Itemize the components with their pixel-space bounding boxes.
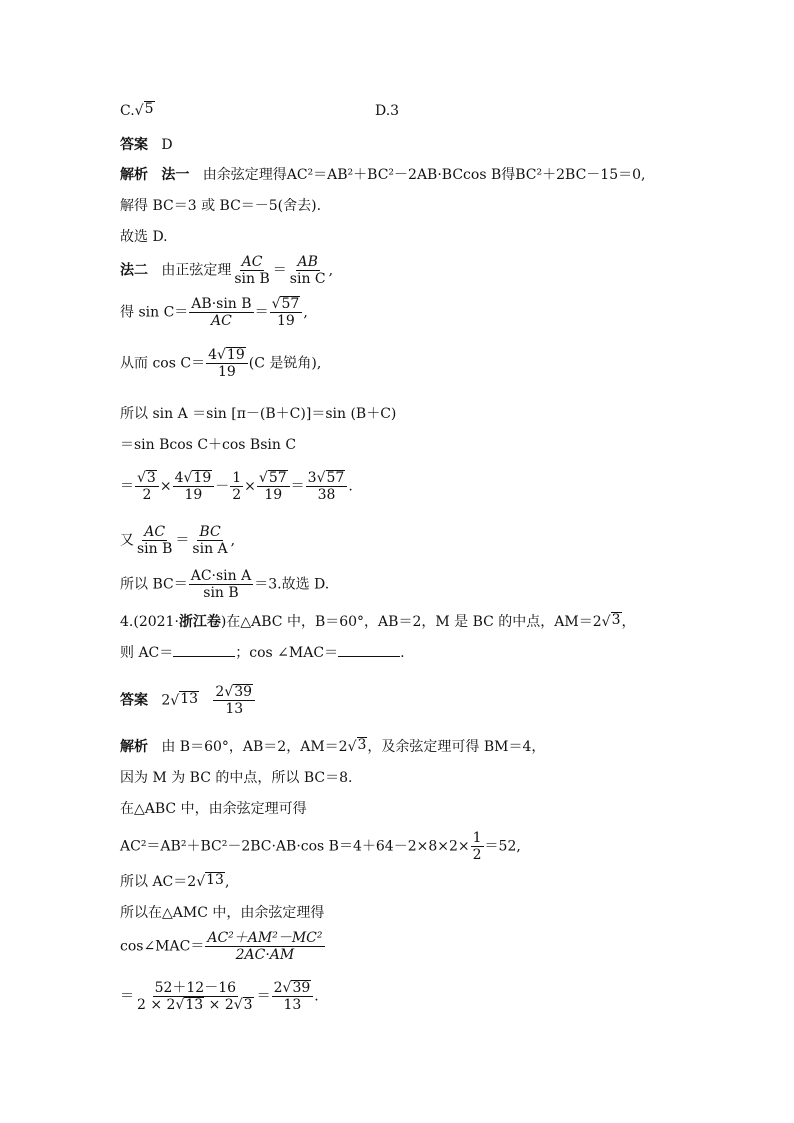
analysis-2-line-3: 在△ABC 中，由余弦定理可得	[120, 801, 307, 817]
compute-line: ＝ √ 3 2 × 4 √ 19 19 － $\frac{1}{2}$ × √ 57 19 ＝ 3 √ 57 38 .	[120, 470, 353, 503]
choice-c: C. √ 5	[120, 101, 154, 119]
cos-c-line: 从而 cos C＝ 4 √ 19 19 (C 是锐角),	[120, 347, 322, 380]
analysis-line-2: 解得 BC＝3 或 BC＝－5(舍去).	[120, 198, 322, 214]
also-line: 又 $\frac{AC}{\text{sin B}}$ ＝ $\frac{BC}{\text{sin A}}$ ,	[120, 524, 236, 557]
blank-cos	[338, 644, 400, 657]
question-4-blanks: 则 AC＝ ；cos ∠MAC＝ .	[120, 645, 405, 661]
ac-result-line: 所以 AC＝2 √ 13 ,	[120, 872, 230, 890]
sin-c-line: 得 sin C＝ $\frac{\text{AB·sin B}}{AC}$ ＝ √ 57 19 ,	[120, 296, 308, 329]
method-2-line: 法二 由正弦定理 $\frac{AC}{\text{sin B}}$ ＝ $\frac{AB}{\text{sin C}}$ ,	[120, 254, 334, 287]
bc-result-line: 所以 BC＝ $\frac{\text{AC·sin A}}{\text{sin B}}$ ＝3.故选 D.	[120, 568, 330, 601]
sin-a-line: 所以 sin A ＝sin [π－(B＋C)]＝sin (B＋C)	[120, 406, 397, 422]
ac-squared-line: AC²＝AB²＋BC²－2BC·AB·cos B＝4＋64－2×8×2× $\frac{1}{2}$ ＝52,	[120, 830, 521, 863]
question-4: 4.(2021·浙江卷)在△ABC 中，B＝60°，AB＝2，M 是 BC 的中点，AM＝2 √ 3 ，	[120, 612, 636, 630]
blank-ac	[173, 644, 235, 657]
analysis-2-line-2: 因为 M 为 BC 的中点，所以 BC＝8.	[120, 770, 353, 786]
answer-2: 答案 2 √ 13 2 √ 39 13	[120, 684, 256, 717]
expand-line: ＝sin Bcos C＋cos Bsin C	[120, 437, 297, 453]
analysis-line-1: 解析 法一 由余弦定理得AC²＝AB²＋BC²－2AB·BCcos B得BC²＋2BC－15＝0,	[120, 167, 646, 183]
analysis-2-line-1: 解析 由 B＝60°，AB＝2，AM＝2 √ 3 ，及余弦定理可得 BM＝4，	[120, 737, 546, 755]
answer-1: 答案 D	[120, 137, 173, 153]
choice-d: D.3	[375, 103, 400, 119]
amc-line: 所以在△AMC 中，由余弦定理得	[120, 905, 325, 921]
analysis-line-3: 故选 D.	[120, 229, 168, 245]
cos-mac-result: ＝ 52＋12－16 2 × 2 √ 13 × 2 √ 3 ＝ 2 √ 39 13 .	[120, 980, 319, 1013]
cos-mac-line: cos∠MAC＝ $\frac{\text{AC²＋AM²－MC²}}{2AC\cdot AM}$	[120, 930, 323, 963]
